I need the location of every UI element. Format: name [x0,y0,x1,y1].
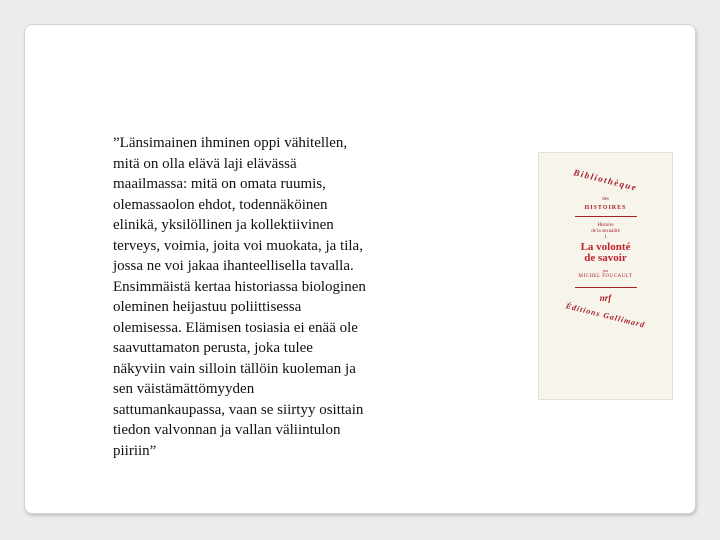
quote-text: ”Länsimainen ihminen oppi vähitellen, mitä on olla elävä laji elävässä maailmassa: mitä on omata ruumis, olemassaolon ehdot, todennäköinen elinikä, yksilöllinen ja kollektiivinen terveys, voimia, joita voi muokata, ja tila, jossa ne voi jakaa ihanteellisella tavalla. Ensimmäistä kertaa historiassa biologinen oleminen heijastuu poliittisessa olemisessa. Elämisen tosiasia ei enää ole saavuttamaton perusta, joka tulee näkyviin vain silloin tällöin kuoleman ja sen väistämättömyyden sattumankaupassa, vaan se siirtyy osittain tiedon valvonnan ja vallan väliintulon piiriin” [113,135,366,459]
cover-series-name: HISTOIRES [584,205,627,211]
cover-author: MICHEL FOUCAULT [578,274,633,279]
cover-publisher-logo: nrf [599,293,612,303]
cover-volume: Histoire de la sexualité 1 [591,223,620,240]
cover-book-title: La volonté de savoir [580,241,631,264]
cover-divider [575,216,637,217]
cover-series-title: Bibliothèque [572,167,639,193]
cover-publisher: Éditions Gallimard [564,301,647,330]
cover-par: par [602,268,609,273]
book-cover-image [538,152,673,400]
slide-card [24,24,696,514]
cover-series-des: des [602,197,609,202]
cover-divider [575,287,637,288]
